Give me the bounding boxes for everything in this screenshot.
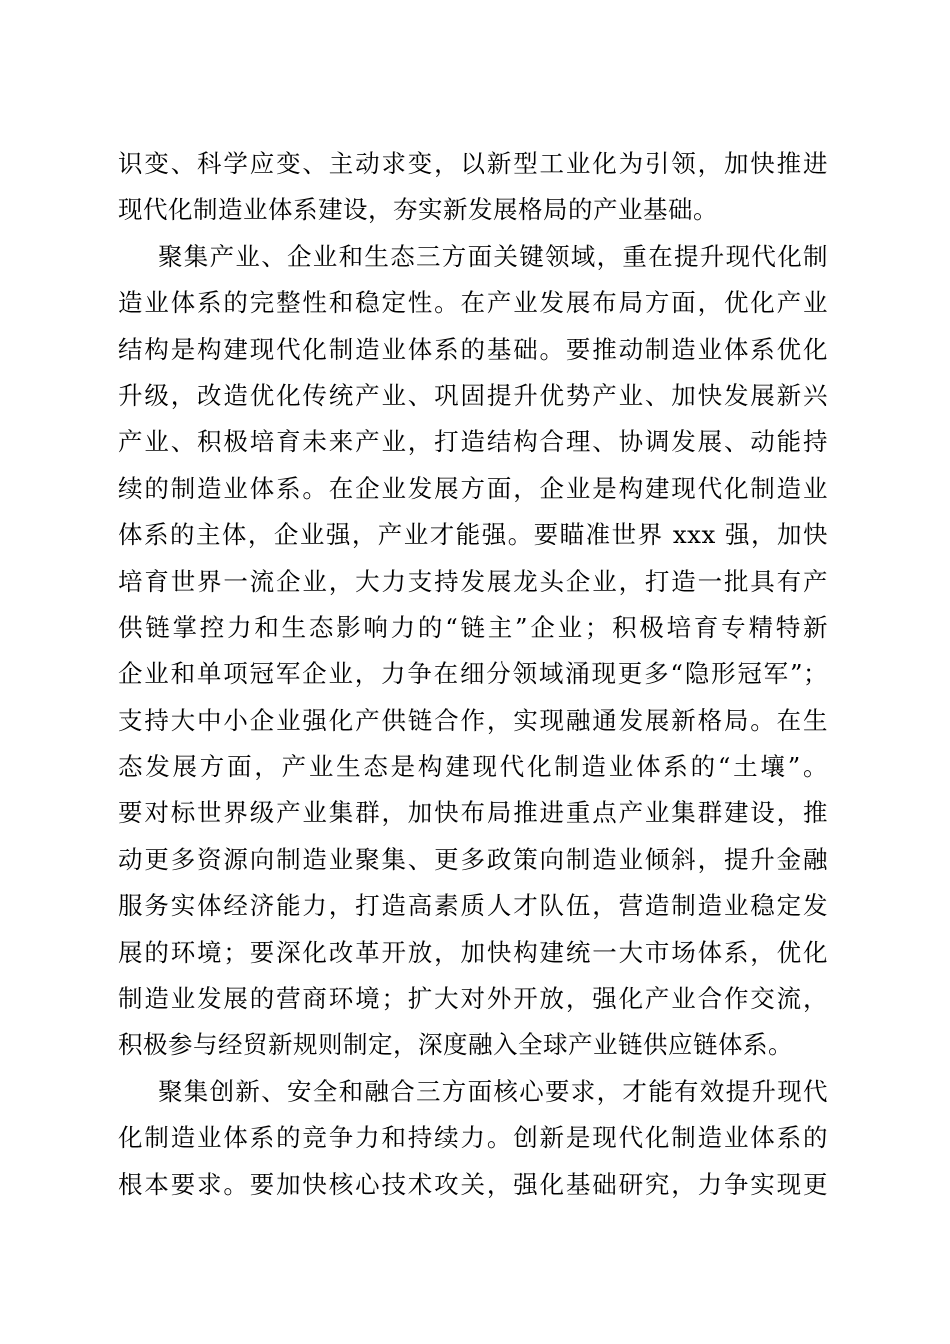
text-line: 动更多资源向制造业聚集、更多政策向制造业倾斜，提升金融 bbox=[118, 844, 828, 874]
document-page bbox=[118, 141, 828, 1208]
text-line: 根本要求。要加快核心技术攻关，强化基础研究，力争实现更 bbox=[118, 1169, 828, 1199]
text-line: 要对标世界级产业集群，加快布局推进重点产业集群建设，推 bbox=[118, 798, 828, 828]
text-line: 展的环境；要深化改革开放，加快构建统一大市场体系，优化 bbox=[118, 937, 828, 967]
text-line: 支持大中小企业强化产供链合作，实现融通发展新格局。在生 bbox=[118, 705, 828, 735]
text-line: 供链掌控力和生态影响力的“链主”企业；积极培育专精特新 bbox=[118, 612, 828, 642]
text-line: 积极参与经贸新规则制定，深度融入全球产业链供应链体系。 bbox=[118, 1030, 793, 1060]
text-line: 产业、积极培育未来产业，打造结构合理、协调发展、动能持 bbox=[118, 427, 828, 457]
paragraph-2 bbox=[118, 234, 828, 1069]
text-line: 聚集创新、安全和融合三方面核心要求，才能有效提升现代 bbox=[158, 1076, 828, 1106]
text-line: 企业和单项冠军企业，力争在细分领域涌现更多“隐形冠军”； bbox=[118, 659, 828, 689]
text-line: 造业体系的完整性和稳定性。在产业发展布局方面，优化产业 bbox=[118, 288, 828, 318]
paragraph-1 bbox=[118, 141, 828, 234]
paragraph-3 bbox=[118, 1069, 828, 1208]
text-line: 制造业发展的营商环境；扩大对外开放，强化产业合作交流， bbox=[118, 984, 828, 1014]
text-line: 现代化制造业体系建设，夯实新发展格局的产业基础。 bbox=[118, 195, 718, 225]
text-line: 聚集产业、企业和生态三方面关键领域，重在提升现代化制 bbox=[158, 241, 828, 271]
text-line: 培育世界一流企业，大力支持发展龙头企业，打造一批具有产 bbox=[118, 566, 828, 596]
text-line: 识变、科学应变、主动求变，以新型工业化为引领，加快推进 bbox=[118, 149, 828, 178]
text-line: 续的制造业体系。在企业发展方面，企业是构建现代化制造业 bbox=[118, 473, 828, 503]
text-line: 升级，改造优化传统产业、巩固提升优势产业、加快发展新兴 bbox=[118, 380, 828, 410]
text-line: 化制造业体系的竞争力和持续力。创新是现代化制造业体系的 bbox=[118, 1123, 828, 1153]
text-line: 体系的主体，企业强，产业才能强。要瞄准世界 xxx 强，加快 bbox=[118, 520, 828, 550]
text-line: 服务实体经济能力，打造高素质人才队伍，营造制造业稳定发 bbox=[118, 891, 828, 921]
text-line: 态发展方面，产业生态是构建现代化制造业体系的“土壤”。 bbox=[118, 752, 828, 782]
text-line: 结构是构建现代化制造业体系的基础。要推动制造业体系优化 bbox=[118, 334, 828, 364]
